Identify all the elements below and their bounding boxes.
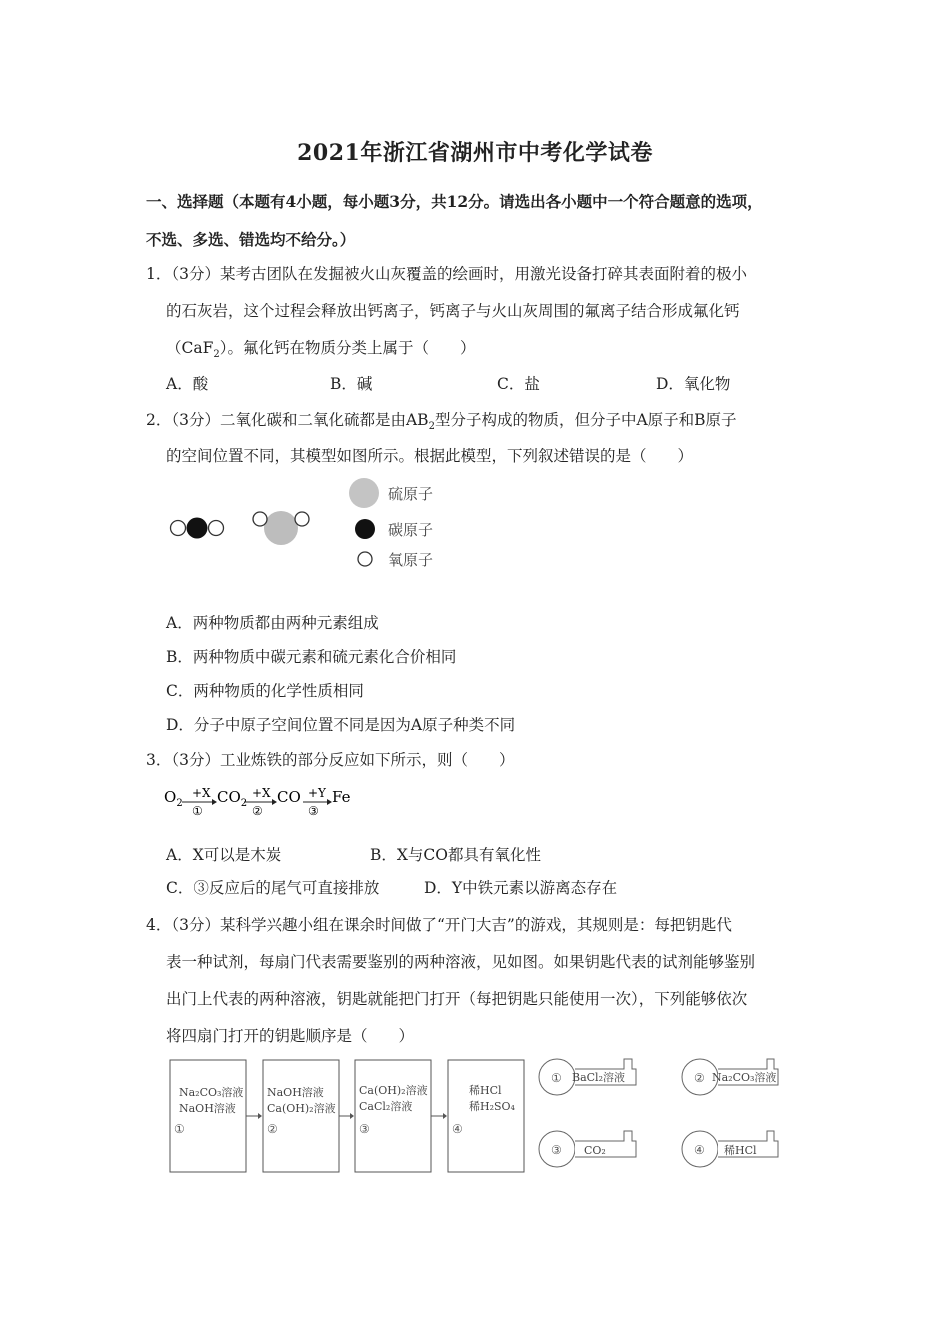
door-2-solution-1: NaOH溶液 xyxy=(267,1086,324,1099)
chain-arrow-2-reagent: +X xyxy=(252,786,271,800)
q2-option-c: C．两种物质的化学性质相同 xyxy=(166,682,364,700)
q3-option-a: A．X可以是木炭 xyxy=(166,846,282,864)
q2-option-b: B．两种物质中碳元素和硫元素化合价相同 xyxy=(166,648,457,666)
carbon-atom-legend-icon xyxy=(355,519,375,539)
sulfur-atom-legend-icon xyxy=(349,478,379,508)
q3-line1: 3．（3分）工业炼铁的部分反应如下所示，则（ ） xyxy=(146,751,515,769)
key-2 xyxy=(682,1059,778,1095)
door-4 xyxy=(448,1060,524,1172)
q3-option-b: B．X与CO都具有氧化性 xyxy=(370,846,541,864)
section-heading-line2: 不选、多选、错选均不给分。） xyxy=(146,230,356,249)
key-2-number: ② xyxy=(694,1071,705,1085)
door-2 xyxy=(263,1060,339,1172)
q4-line2: 表一种试剂，每扇门代表需要鉴别的两种溶液，见如图。如果钥匙代表的试剂能够鉴别 xyxy=(166,953,756,971)
key-3-label: CO₂ xyxy=(584,1144,606,1157)
q4-line4: 将四扇门打开的钥匙顺序是（ ） xyxy=(166,1027,415,1045)
q2-option-a: A．两种物质都由两种元素组成 xyxy=(166,614,379,632)
door-3-solution-1: Ca(OH)₂溶液 xyxy=(359,1084,428,1097)
door-arrow-3-head xyxy=(443,1113,447,1119)
door-1 xyxy=(170,1060,246,1172)
door-3-number: ③ xyxy=(359,1122,370,1136)
key-1-number: ① xyxy=(551,1071,562,1085)
chain-co2: $CO_2$ xyxy=(217,788,248,809)
door-key-figure xyxy=(164,1052,794,1182)
chain-arrow-2-number: ② xyxy=(252,804,263,818)
chain-arrow-3-reagent: +Y xyxy=(308,786,326,800)
chain-co: CO xyxy=(277,788,301,806)
key-1 xyxy=(539,1059,636,1095)
q4-line1: 4．（3分）某科学兴趣小组在课余时间做了“开门大吉”的游戏，其规则是：每把钥匙代 xyxy=(146,916,732,934)
legend-sulfur: 硫原子 xyxy=(388,485,434,503)
q1-option-b: B．碱 xyxy=(330,375,373,393)
q1-line2: 的石灰岩，这个过程会释放出钙离子，钙离子与火山灰周围的氟离子结合形成氟化钙 xyxy=(166,302,740,320)
q4-line3: 出门上代表的两种溶液，钥匙就能把门打开（每把钥匙只能使用一次），下列能够依次 xyxy=(166,990,748,1008)
q1-line3: （CaF$_2$）。氟化钙在物质分类上属于（ ） xyxy=(166,339,476,361)
door-4-solution-1: 稀HCl xyxy=(469,1084,502,1097)
so2-molecule xyxy=(253,511,309,545)
iron-smelting-chain xyxy=(164,782,364,822)
key-4 xyxy=(682,1131,778,1167)
oxygen-atom-legend-icon xyxy=(358,552,372,566)
key-3 xyxy=(539,1131,636,1167)
q1-option-a: A．酸 xyxy=(166,375,209,393)
q1-option-d: D．氧化物 xyxy=(656,375,731,393)
chain-arrow-3-number: ③ xyxy=(308,804,319,818)
door-1-solution-1: Na₂CO₃溶液 xyxy=(179,1086,244,1099)
door-1-solution-2: NaOH溶液 xyxy=(179,1102,236,1115)
legend-oxygen: 氧原子 xyxy=(388,551,434,569)
q3-option-c: C．③反应后的尾气可直接排放 xyxy=(166,879,380,897)
page-title: 2021年浙江省湖州市中考化学试卷 xyxy=(297,140,653,166)
q3-option-d: D．Y中铁元素以游离态存在 xyxy=(424,879,618,897)
door-2-number: ② xyxy=(267,1122,278,1136)
q1-line1: 1．（3分）某考古团队在发掘被火山灰覆盖的绘画时，用激光设备打碎其表面附着的极小 xyxy=(146,265,747,283)
key-2-label: Na₂CO₃溶液 xyxy=(712,1071,777,1084)
key-1-label: BaCl₂溶液 xyxy=(572,1071,625,1084)
chain-o2: $O_2$ xyxy=(164,788,183,809)
door-3-solution-2: CaCl₂溶液 xyxy=(359,1100,413,1113)
door-2-solution-2: Ca(OH)₂溶液 xyxy=(267,1102,336,1115)
section-heading-line1: 一、选择题（本题有4小题，每小题3分，共12分。请选出各小题中一个符合题意的选项， xyxy=(146,192,763,211)
key-4-label: 稀HCl xyxy=(724,1144,757,1157)
legend-carbon: 碳原子 xyxy=(388,521,434,539)
q2-line1: 2．（3分）二氧化碳和二氧化硫都是由$AB_2$型分子构成的物质，但分子中A原子和B原子 xyxy=(146,411,737,433)
key-4-number: ④ xyxy=(694,1143,705,1157)
door-4-solution-2: 稀H₂SO₄ xyxy=(469,1100,515,1113)
chain-arrow-1-number: ① xyxy=(192,804,203,818)
chain-fe: Fe xyxy=(332,788,351,806)
q2-option-d: D．分子中原子空间位置不同是因为A原子种类不同 xyxy=(166,716,516,734)
q1-option-c: C．盐 xyxy=(497,375,540,393)
door-4-number: ④ xyxy=(452,1122,463,1136)
q2-line2: 的空间位置不同，其模型如图所示。根据此模型，下列叙述错误的是（ ） xyxy=(166,447,694,465)
co2-molecule xyxy=(171,518,224,539)
door-arrow-2-head xyxy=(350,1113,354,1119)
door-3 xyxy=(355,1060,431,1172)
door-1-number: ① xyxy=(174,1122,185,1136)
key-3-number: ③ xyxy=(551,1143,562,1157)
door-arrow-1-head xyxy=(258,1113,262,1119)
chain-arrow-1-reagent: +X xyxy=(192,786,211,800)
molecule-model-figure xyxy=(160,476,460,576)
